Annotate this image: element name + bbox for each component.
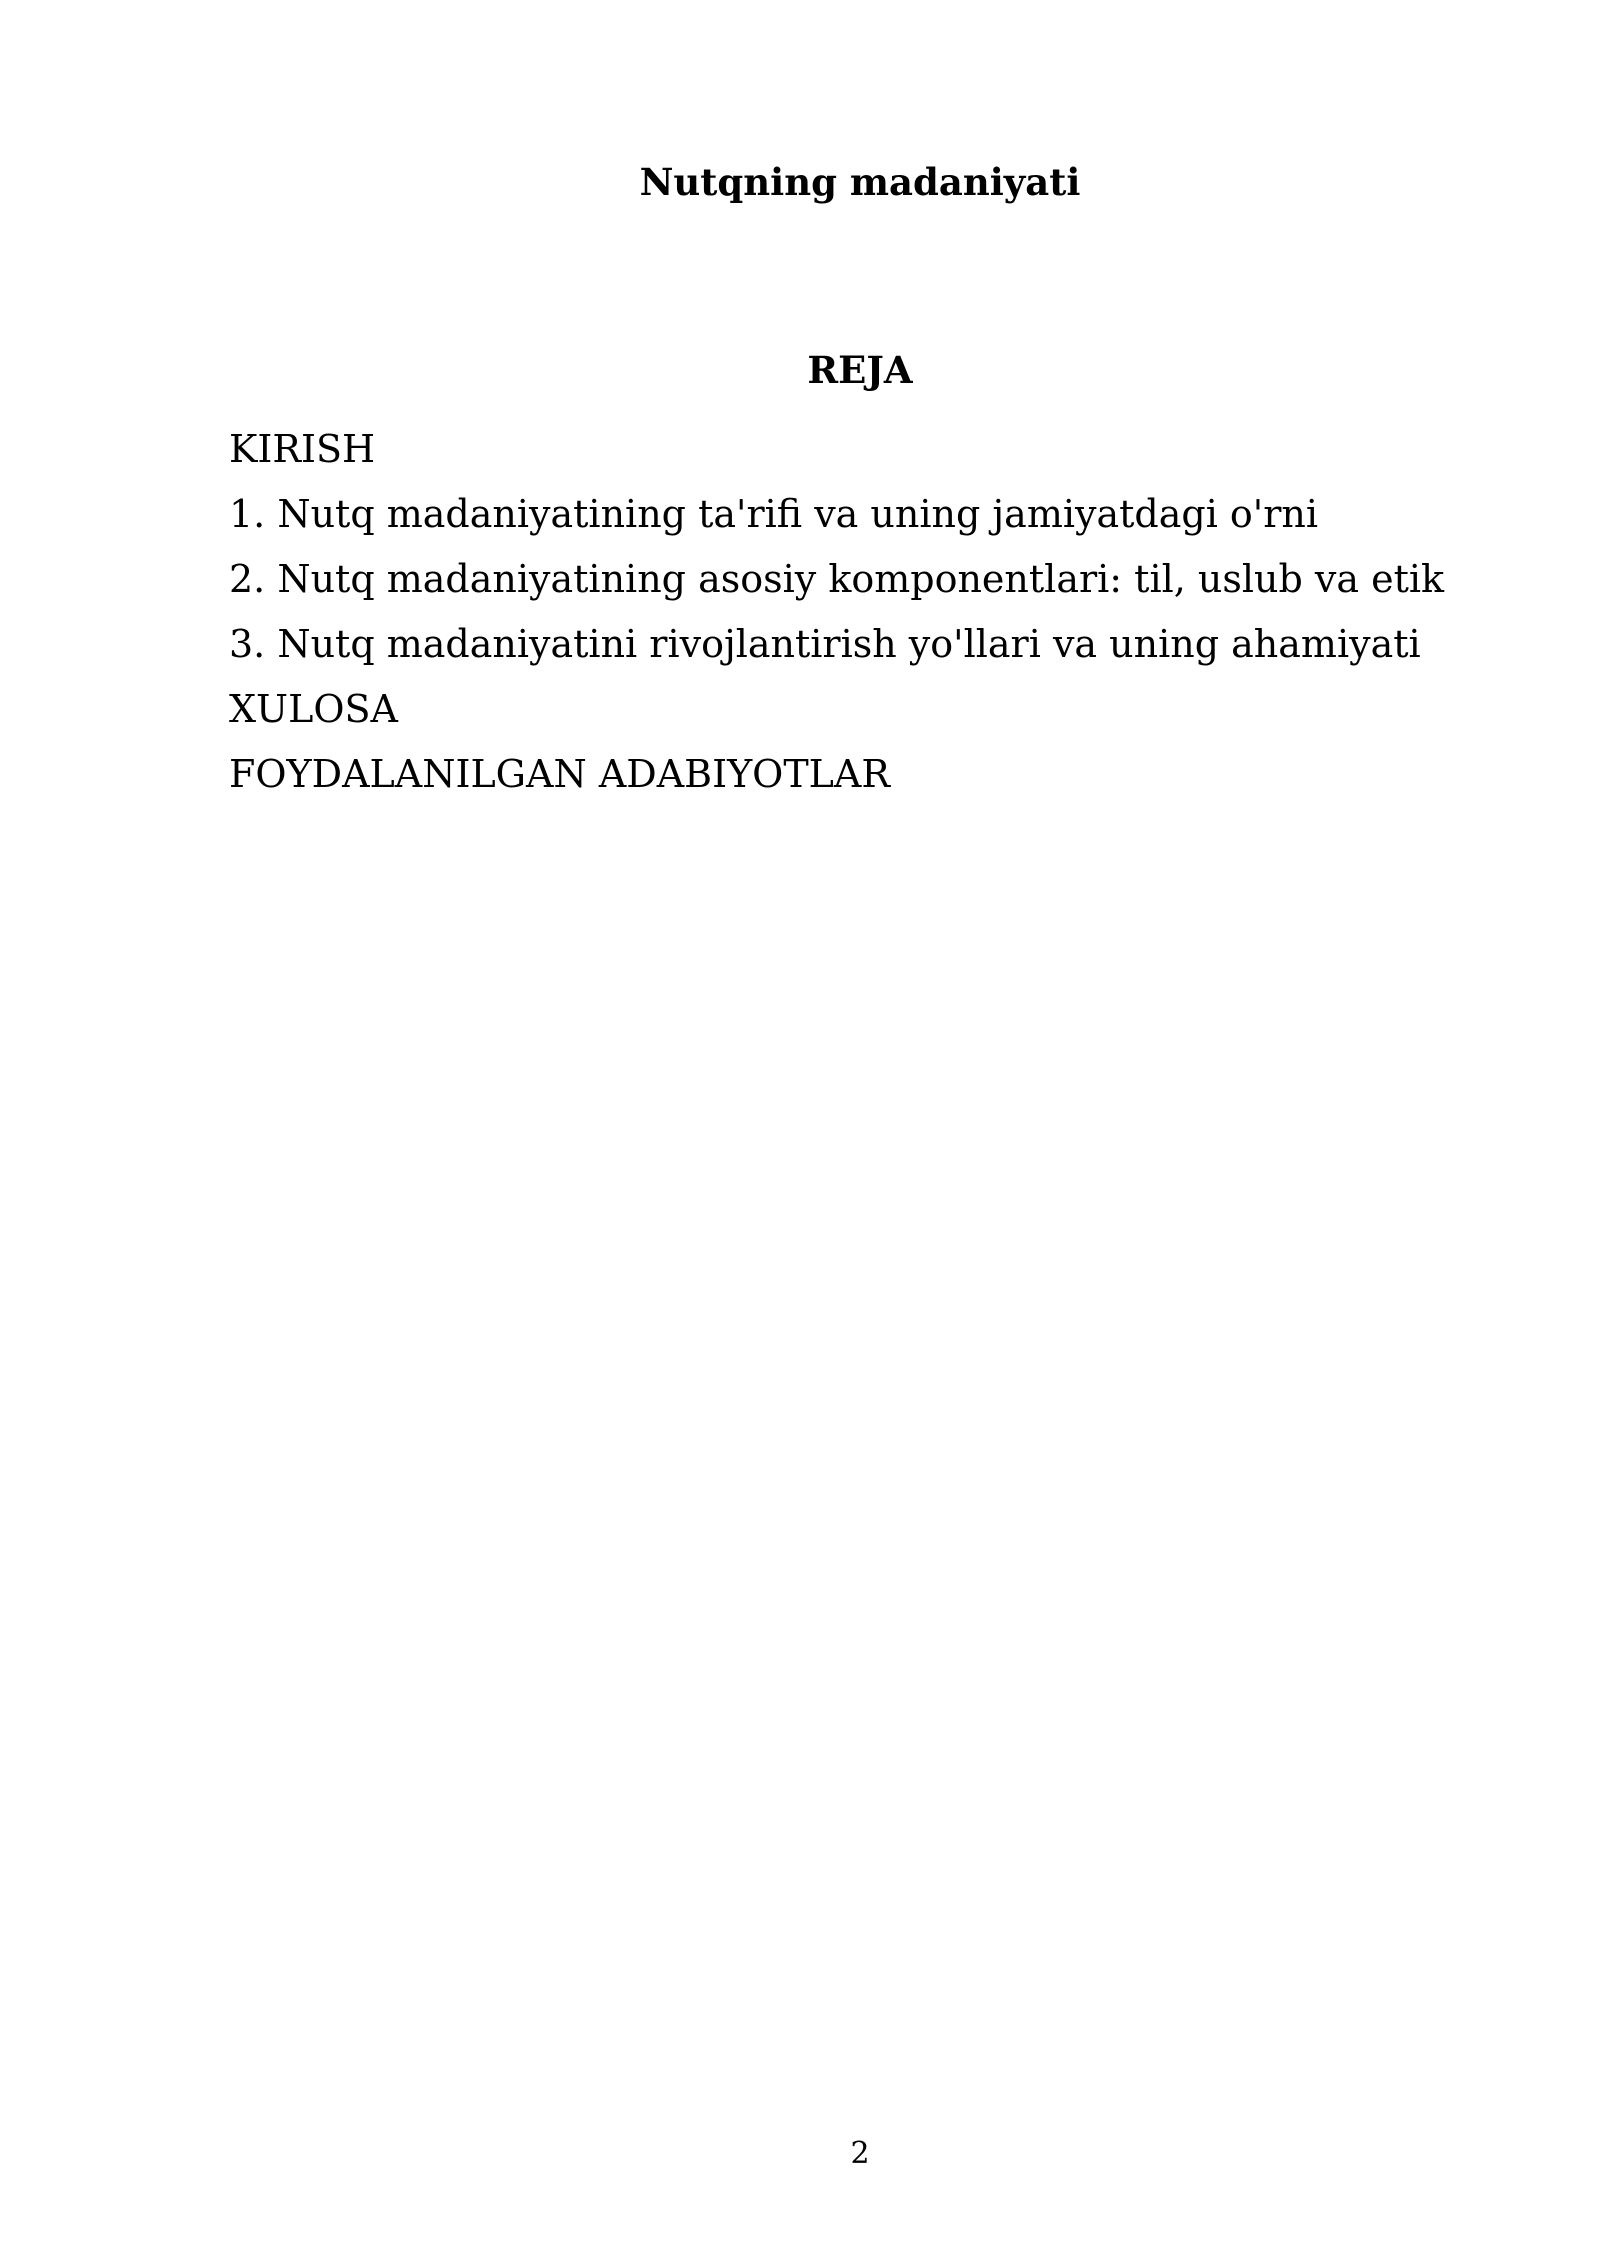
- plan-heading: REJA: [807, 348, 913, 392]
- plan-item-2: 2. Nutq madaniyatining asosiy komponentlari: til, uslub va etik: [229, 557, 1445, 601]
- plan-item-introduction: KIRISH: [229, 427, 376, 471]
- plan-item-1: 1. Nutq madaniyatining ta'rifi va uning jamiyatdagi o'rni: [229, 492, 1319, 536]
- plan-item-3: 3. Nutq madaniyatini rivojlantirish yo'llari va uning ahamiyati: [229, 622, 1421, 666]
- document-title: Nutqning madaniyati: [639, 160, 1081, 204]
- plan-list: [229, 417, 1529, 807]
- plan-item-conclusion: XULOSA: [229, 687, 398, 731]
- page-number: 2: [850, 2136, 870, 2171]
- plan-item-references: FOYDALANILGAN ADABIYOTLAR: [229, 752, 890, 796]
